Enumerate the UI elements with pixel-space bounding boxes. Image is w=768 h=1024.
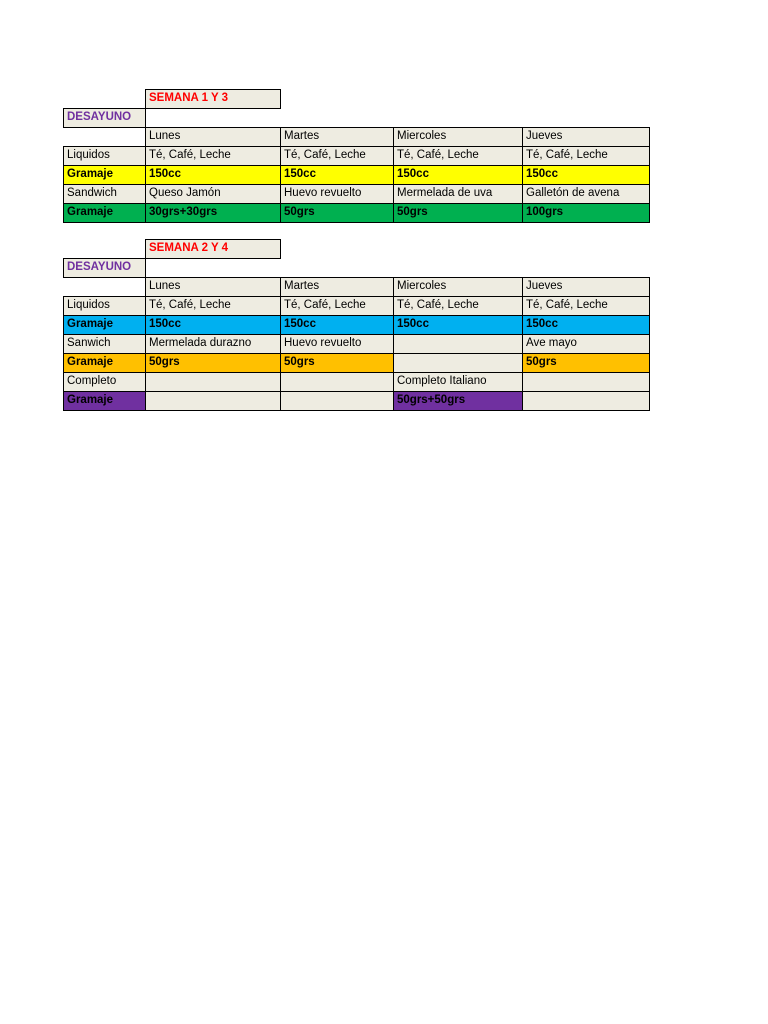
day-header: Miercoles <box>393 127 523 147</box>
table-cell: Ave mayo <box>522 334 650 354</box>
row-label: Liquidos <box>63 146 146 166</box>
table-cell: Queso Jamón <box>145 184 281 204</box>
table-cell: 150cc <box>522 165 650 185</box>
table-cell: Té, Café, Leche <box>522 146 650 166</box>
table-cell: Huevo revuelto <box>280 184 394 204</box>
day-header: Lunes <box>145 277 281 297</box>
table-cell: Mermelada durazno <box>145 334 281 354</box>
table-cell: Té, Café, Leche <box>280 296 394 316</box>
table-cell: 30grs+30grs <box>145 203 281 223</box>
table-cell: Té, Café, Leche <box>393 296 523 316</box>
desayuno-label: DESAYUNO <box>63 258 146 278</box>
table-cell: Té, Café, Leche <box>280 146 394 166</box>
day-header: Miercoles <box>393 277 523 297</box>
table-cell: Té, Café, Leche <box>145 296 281 316</box>
row-label: Liquidos <box>63 296 146 316</box>
day-header: Jueves <box>522 127 650 147</box>
table-cell: 150cc <box>393 165 523 185</box>
table-cell: 150cc <box>280 315 394 335</box>
table-cell: Mermelada de uva <box>393 184 523 204</box>
table-cell <box>145 391 281 411</box>
desayuno-label: DESAYUNO <box>63 108 146 128</box>
table-cell: 150cc <box>393 315 523 335</box>
row-label: Gramaje <box>63 203 146 223</box>
table-cell: 150cc <box>145 315 281 335</box>
table-cell <box>522 391 650 411</box>
table-cell: 50grs+50grs <box>393 391 523 411</box>
day-header: Lunes <box>145 127 281 147</box>
table-cell: Té, Café, Leche <box>522 296 650 316</box>
day-header: Jueves <box>522 277 650 297</box>
table-cell <box>280 391 394 411</box>
row-label: Gramaje <box>63 165 146 185</box>
table-cell: Galletón de avena <box>522 184 650 204</box>
row-label: Gramaje <box>63 353 146 373</box>
table-cell: 50grs <box>280 353 394 373</box>
day-header: Martes <box>280 277 394 297</box>
row-label: Sanwich <box>63 334 146 354</box>
row-label: Sandwich <box>63 184 146 204</box>
week-title: SEMANA 2 Y 4 <box>145 239 281 259</box>
table-cell <box>393 334 523 354</box>
table-cell: 150cc <box>522 315 650 335</box>
table-cell: 150cc <box>280 165 394 185</box>
table-cell: Té, Café, Leche <box>145 146 281 166</box>
table-cell: 50grs <box>280 203 394 223</box>
table-cell: 150cc <box>145 165 281 185</box>
table-cell: Completo Italiano <box>393 372 523 392</box>
row-label: Gramaje <box>63 391 146 411</box>
week-title: SEMANA 1 Y 3 <box>145 89 281 109</box>
table-cell: 50grs <box>522 353 650 373</box>
table-cell <box>522 372 650 392</box>
table-cell: 50grs <box>145 353 281 373</box>
table-cell <box>145 372 281 392</box>
table-cell: Té, Café, Leche <box>393 146 523 166</box>
table-cell: 100grs <box>522 203 650 223</box>
table-cell: 50grs <box>393 203 523 223</box>
day-header: Martes <box>280 127 394 147</box>
table-cell <box>393 353 523 373</box>
table-cell <box>280 372 394 392</box>
row-label: Gramaje <box>63 315 146 335</box>
table-cell: Huevo revuelto <box>280 334 394 354</box>
row-label: Completo <box>63 372 146 392</box>
